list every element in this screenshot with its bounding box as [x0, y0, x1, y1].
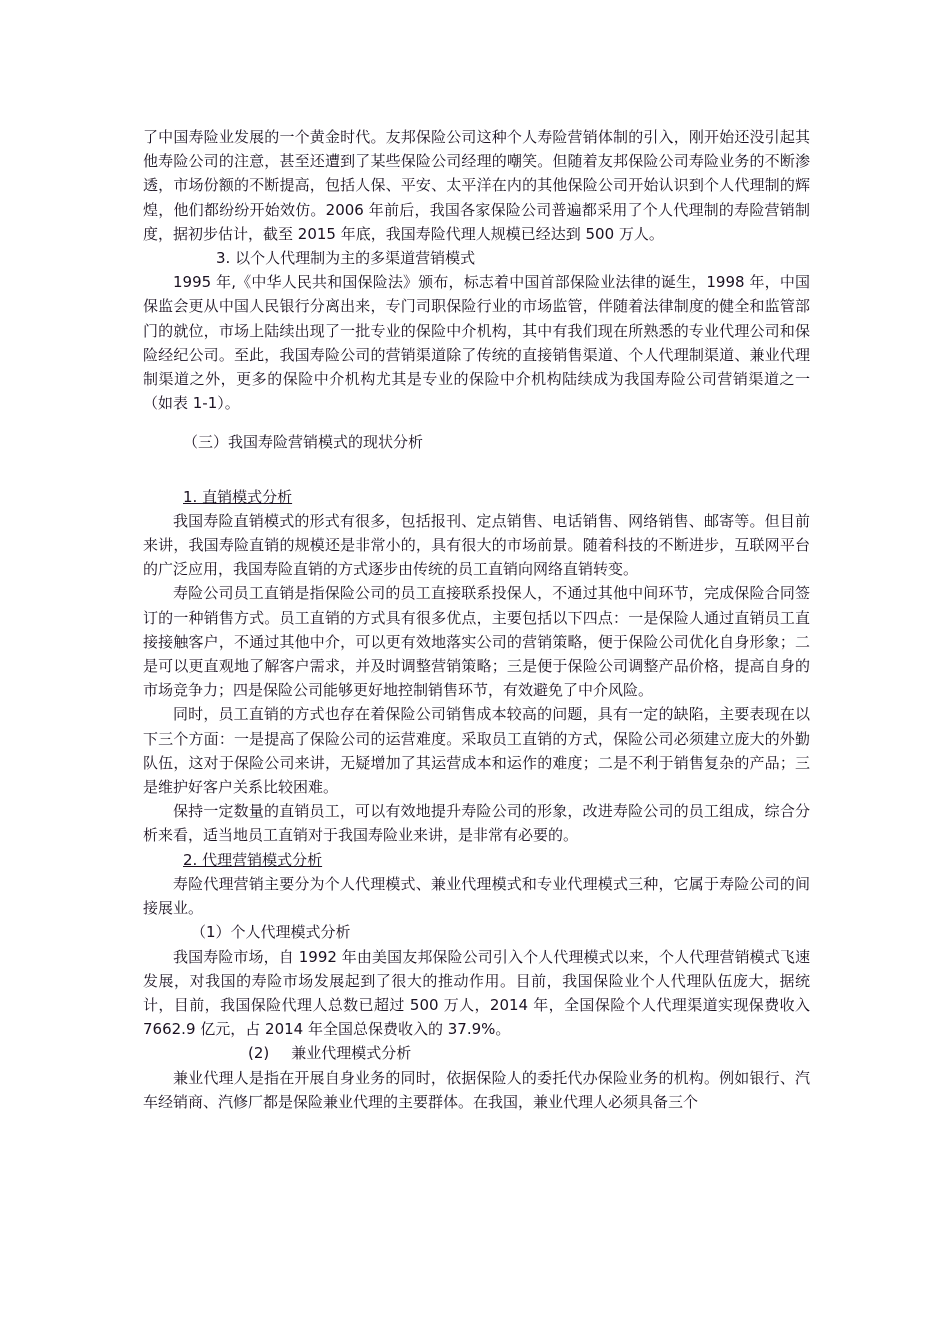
- paragraph-direct-1: 我国寿险直销模式的形式有很多，包括报刊、定点销售、电话销售、网络销售、邮寄等。但目前来讲，我国寿险直销的规模还是非常小的，具有很大的市场前景。随着科技的不断进步，互联网平台的广泛应用，我国寿险直销的方式逐步由传统的员工直销向网络直销转变。: [143, 511, 810, 579]
- heading-personal-agent: （1）个人代理模式分析: [191, 923, 351, 942]
- heading-agent-sales-text: 2. 代理营销模式分析: [183, 850, 323, 869]
- heading-direct-sales-text: 1. 直销模式分析: [183, 487, 293, 506]
- paragraph-direct-2: 寿险公司员工直销是指保险公司的员工直接联系投保人，不通过其他中间环节，完成保险合同签订的一种销售方式。员工直销的方式具有很多优点，主要包括以下四点：一是保险人通过直销员工直接接触客户，不通过其他中介，可以更有效地落实公司的营销策略，便于保险公司优化自身形象；二是可以更直观地了解客户需求，并及时调整营销策略；三是便于保险公司调整产品价格，提高自身的市场竞争力；四是保险公司能够更好地控制销售环节，有效避免了中介风险。: [143, 584, 810, 700]
- paragraph-1995: 1995 年,《中华人民共和国保险法》颁布，标志着中国首部保险业法律的诞生，1998 年，中国保监会更从中国人民银行分离出来，专门司职保险行业的市场监管，伴随着法律制度的健全和监管部门的就位，市场上陆续出现了一批专业的保险中介机构，其中有我们现在所熟悉的专业代理公司和保险经纪公司。至此，我国寿险公司的营销渠道除了传统的直接销售渠道、个人代理制渠道、兼业代理制渠道之外，更多的保险中介机构尤其是专业的保险中介机构陆续成为我国寿险公司营销渠道之一（如表 1-1）。: [143, 273, 810, 413]
- heading-agent-sales: [143, 848, 810, 872]
- paragraph-direct-4: 保持一定数量的直销员工，可以有效地提升寿险公司的形象，改进寿险公司的员工组成，综合分析来看，适当地员工直销对于我国寿险业来讲，是非常有必要的。: [143, 802, 810, 845]
- paragraph-parttime-agent: 兼业代理人是指在开展自身业务的同时，依据保险人的委托代办保险业务的机构。例如银行、汽车经销商、汽修厂都是保险兼业代理的主要群体。在我国，兼业代理人必须具备三个: [143, 1068, 810, 1111]
- heading-parttime-agent: [143, 1041, 810, 1065]
- heading-direct-sales: [143, 485, 810, 509]
- heading-multichannel: 3. 以个人代理制为主的多渠道营销模式: [216, 249, 476, 268]
- section-heading-status: （三）我国寿险营销模式的现状分析: [183, 433, 424, 452]
- paragraph-agent-1: 寿险代理营销主要分为个人代理模式、兼业代理模式和专业代理模式三种，它属于寿险公司的间接展业。: [143, 874, 810, 918]
- paragraph-personal-agent: 我国寿险市场，自 1992 年由美国友邦保险公司引入个人代理模式以来，个人代理营销模式飞速发展，对我国的寿险市场发展起到了很大的推动作用。目前，我国保险业个人代理队伍庞大，据统计，目前，我国保险代理人总数已超过 500 万人，2014 年，全国保险个人代理渠道实现保费收入 7662.9 亿元，占 2014 年全国总保费收入的 37.9%。: [143, 947, 810, 1039]
- paragraph-intro: 了中国寿险业发展的一个黄金时代。友邦保险公司这种个人寿险营销体制的引入，刚开始还没引起其他寿险公司的注意，甚至还遭到了某些保险公司经理的嘲笑。但随着友邦保险公司寿险业务的不断渗透，市场份额的不断提高，包括人保、平安、太平洋在内的其他保险公司开始认识到个人代理制的辉煌，他们都纷纷开始效仿。2006 年前后，我国各家保险公司普遍都采用了个人代理制的寿险营销制度，据初步估计，截至 2015 年底，我国寿险代理人规模已经达到 500 万人。: [143, 128, 810, 243]
- heading-parttime-text: 兼业代理模式分析: [291, 1044, 412, 1063]
- heading-parttime-number: (2): [248, 1044, 270, 1063]
- paragraph-direct-3: 同时，员工直销的方式也存在着保险公司销售成本较高的问题，具有一定的缺陷，主要表现在以下三个方面：一是提高了保险公司的运营难度。采取员工直销的方式，保险公司必须建立庞大的外勤队伍，这对于保险公司来讲，无疑增加了其运营成本和运作的难度；二是不利于销售复杂的产品；三是维护好客户关系比较困难。: [143, 705, 810, 797]
